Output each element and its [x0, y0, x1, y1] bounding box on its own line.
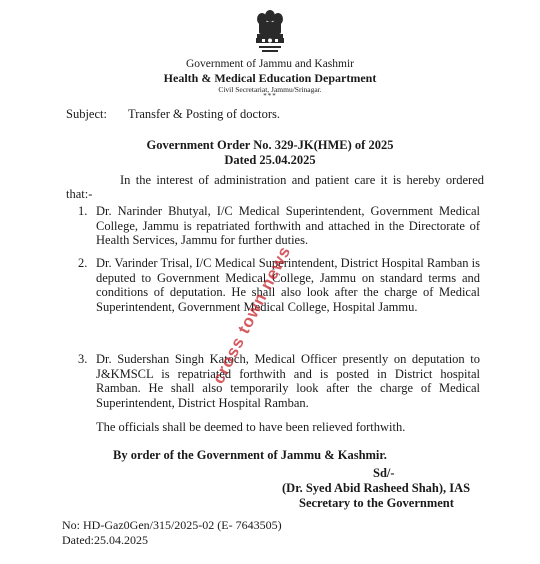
- item-text: Dr. Varinder Trisal, I/C Medical Superintendent, District Hospital Ramban is deputed to Government Medical College, Jammu on standard terms and conditions of deputation. He shall also look after the charge of Medical Superintendent, Government Medical College, Hospital Jammu.: [96, 256, 480, 314]
- item-number: 1.: [78, 204, 88, 218]
- national-emblem-icon: [253, 8, 287, 54]
- order-number: Government Order No. 329-JK(HME) of 2025: [146, 138, 394, 152]
- subject-text: Transfer & Posting of doctors.: [128, 107, 280, 121]
- item-text: Dr. Sudershan Singh Katoch, Medical Officer presently on deputation to J&KMSCL is repatriated forthwith and is posted in District hospital Ramban. He shall also temporarily look after the charge of Medical Superintendent, District Hospital Ramban.: [96, 352, 480, 410]
- subject-line: [66, 107, 280, 122]
- subject-label: Subject:: [66, 107, 107, 121]
- order-item: [78, 204, 480, 248]
- relieved-statement: The officials shall be deemed to have been relieved forthwith.: [96, 420, 406, 434]
- reference-number: No: HD-Gaz0Gen/315/2025-02 (E- 7643505): [62, 518, 282, 532]
- reference-date: Dated:25.04.2025: [62, 533, 148, 547]
- item-number: 2.: [78, 256, 88, 270]
- department-address: Civil Secretariat, Jammu/Srinagar.: [218, 85, 322, 94]
- header-stars: ***: [263, 92, 277, 100]
- department-name: Health & Medical Education Department: [163, 71, 377, 85]
- by-order-line: By order of the Government of Jammu & Kashmir.: [113, 448, 387, 462]
- government-name: Government of Jammu and Kashmir: [186, 58, 354, 70]
- signer-title: Secretary to the Government: [299, 496, 454, 510]
- intro-paragraph: In the interest of administration and patient care it is hereby ordered that:-: [66, 173, 484, 201]
- item-text: Dr. Narinder Bhutyal, I/C Medical Superintendent, Government Medical College, Jammu is repatriated forthwith and attached in the Directorate of Health Services, Jammu for further duties.: [96, 204, 480, 247]
- order-date: Dated 25.04.2025: [224, 153, 316, 167]
- watermark-text: cross town news: [208, 242, 295, 387]
- order-item: [78, 352, 480, 410]
- signer-name: (Dr. Syed Abid Rasheed Shah), IAS: [282, 481, 471, 495]
- item-number: 3.: [78, 352, 88, 366]
- signature-sd: Sd/-: [373, 466, 395, 480]
